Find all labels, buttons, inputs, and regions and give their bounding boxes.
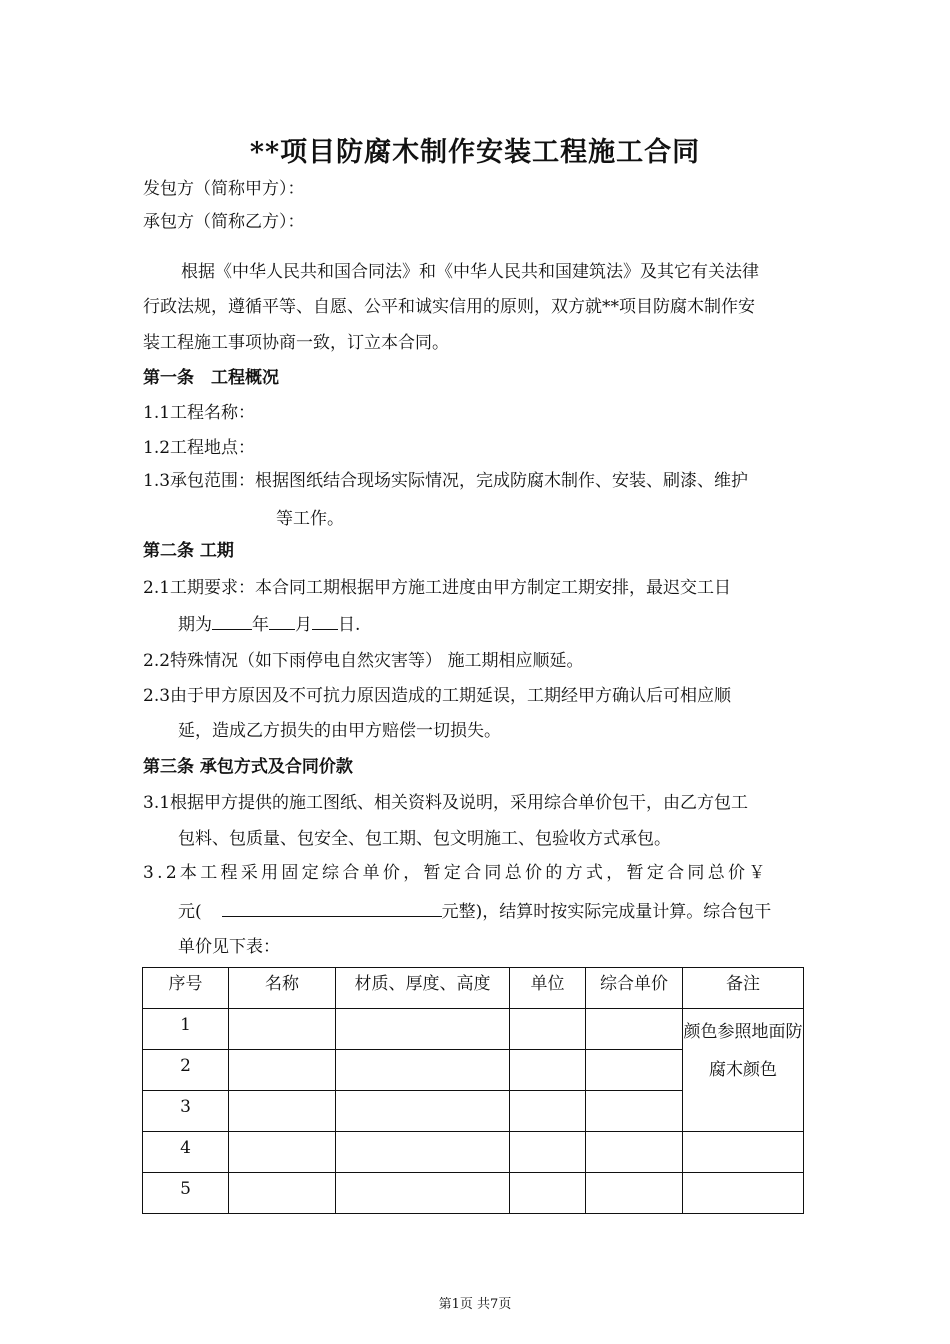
preamble-line-2: 行政法规，遵循平等、自愿、公平和诚实信用的原则，双方就**项目防腐木制作安 xyxy=(143,297,755,317)
year-blank[interactable] xyxy=(212,613,252,630)
day-label: 日. xyxy=(338,615,361,635)
cell-material[interactable] xyxy=(336,1009,510,1050)
clause-3-2-table-intro: 单价见下表： xyxy=(178,937,280,957)
preamble-line-1: 根据《中华人民共和国合同法》和《中华人民共和国建筑法》及其它有关法律 xyxy=(181,262,759,282)
cell-name[interactable] xyxy=(229,1009,336,1050)
cell-note: 颜色参照地面防腐木颜色 xyxy=(683,1009,804,1132)
month-blank[interactable] xyxy=(269,613,295,630)
cell-unit[interactable] xyxy=(510,1173,586,1214)
cell-unit-price[interactable] xyxy=(586,1091,683,1132)
clause-2-1-cont xyxy=(178,613,360,636)
cell-material[interactable] xyxy=(336,1132,510,1173)
row-index: 5 xyxy=(143,1173,229,1214)
article-1-heading: 第一条 工程概况 xyxy=(143,368,279,388)
page-footer: 第1页 共7页 xyxy=(438,1297,512,1312)
year-label: 年 xyxy=(252,615,269,635)
row-index: 2 xyxy=(143,1050,229,1091)
cell-unit[interactable] xyxy=(510,1091,586,1132)
deadline-prefix: 期为 xyxy=(178,615,212,635)
col-header-note: 备注 xyxy=(683,968,804,1009)
article-2-heading: 第二条 工期 xyxy=(143,541,234,561)
col-header-name: 名称 xyxy=(229,968,336,1009)
col-header-index: 序号 xyxy=(143,968,229,1009)
cell-material[interactable] xyxy=(336,1050,510,1091)
cell-unit-price[interactable] xyxy=(586,1173,683,1214)
clause-3-1-cont: 包料、包质量、包安全、包工期、包文明施工、包验收方式承包。 xyxy=(178,829,671,849)
price-suffix: 元整)，结算时按实际完成量计算。综合包干 xyxy=(441,902,772,922)
clause-3-2-cont xyxy=(178,900,771,923)
preamble-line-3: 装工程施工事项协商一致，订立本合同。 xyxy=(143,333,449,353)
cell-unit[interactable] xyxy=(510,1009,586,1050)
cell-unit-price[interactable] xyxy=(586,1009,683,1050)
cell-unit[interactable] xyxy=(510,1050,586,1091)
day-blank[interactable] xyxy=(312,613,338,630)
cell-note-empty[interactable] xyxy=(683,1173,804,1214)
clause-2-2: 2.2特殊情况（如下雨停电自然灾害等） 施工期相应顺延。 xyxy=(143,651,584,671)
cell-name[interactable] xyxy=(229,1050,336,1091)
clause-3-1: 3.1根据甲方提供的施工图纸、相关资料及说明，采用综合单价包干，由乙方包工 xyxy=(143,793,749,813)
row-index: 1 xyxy=(143,1009,229,1050)
clause-1-3-cont: 等工作。 xyxy=(276,509,344,529)
table-row xyxy=(143,1009,804,1050)
table-header-row xyxy=(143,968,804,1009)
cell-unit-price[interactable] xyxy=(586,1132,683,1173)
document-title: **项目防腐木制作安装工程施工合同 xyxy=(249,137,701,168)
total-price-blank[interactable] xyxy=(222,900,442,917)
cell-unit-price[interactable] xyxy=(586,1050,683,1091)
party-b-line: 承包方（简称乙方）： xyxy=(143,212,305,232)
col-header-material: 材质、厚度、高度 xyxy=(336,968,510,1009)
price-prefix: 元( xyxy=(178,902,202,922)
party-a-line: 发包方（简称甲方）： xyxy=(143,179,305,199)
article-3-heading: 第三条 承包方式及合同价款 xyxy=(143,757,353,777)
cell-material[interactable] xyxy=(336,1091,510,1132)
clause-2-3: 2.3由于甲方原因及不可抗力原因造成的工期延误，工期经甲方确认后可相应顺 xyxy=(143,686,732,706)
row-index: 3 xyxy=(143,1091,229,1132)
clause-2-3-cont: 延，造成乙方损失的由甲方赔偿一切损失。 xyxy=(178,721,501,741)
clause-3-2: 3.2本工程采用固定综合单价，暂定合同总价的方式，暂定合同总价￥ xyxy=(143,863,769,883)
table-row xyxy=(143,1173,804,1214)
col-header-unit: 单位 xyxy=(510,968,586,1009)
table-row xyxy=(143,1132,804,1173)
col-header-unit-price: 综合单价 xyxy=(586,968,683,1009)
row-index: 4 xyxy=(143,1132,229,1173)
clause-1-3: 1.3承包范围：根据图纸结合现场实际情况，完成防腐木制作、安装、刷漆、维护 xyxy=(143,471,749,491)
clause-1-2: 1.2工程地点： xyxy=(143,438,256,458)
month-label: 月 xyxy=(295,615,312,635)
clause-1-1: 1.1工程名称： xyxy=(143,403,256,423)
cell-name[interactable] xyxy=(229,1173,336,1214)
cell-name[interactable] xyxy=(229,1132,336,1173)
clause-2-1: 2.1工期要求：本合同工期根据甲方施工进度由甲方制定工期安排，最迟交工日 xyxy=(143,578,732,598)
cell-name[interactable] xyxy=(229,1091,336,1132)
unit-price-table xyxy=(142,967,804,1214)
cell-unit[interactable] xyxy=(510,1132,586,1173)
cell-note-empty[interactable] xyxy=(683,1132,804,1173)
cell-material[interactable] xyxy=(336,1173,510,1214)
